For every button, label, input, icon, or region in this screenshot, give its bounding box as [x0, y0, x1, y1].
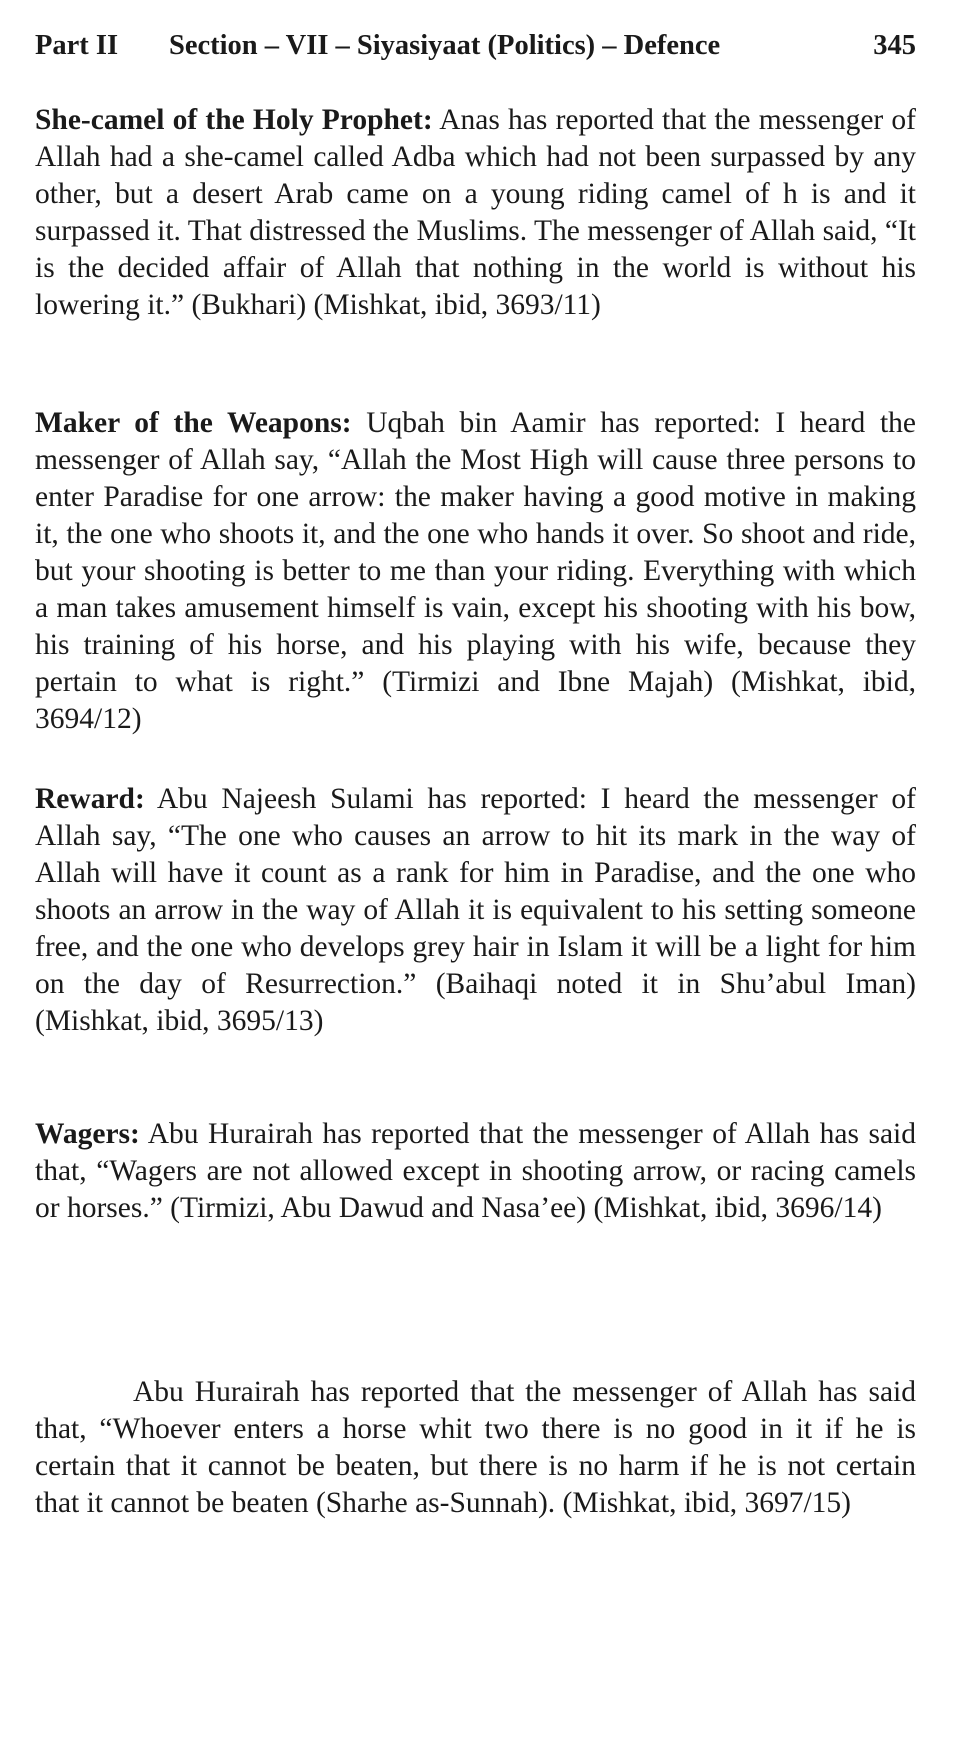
paragraph-horse-entry: [35, 1374, 916, 1522]
header-section-title: Section – VII – Siyasiyaat (Politics) – Defence: [169, 30, 721, 61]
paragraph-text: Abu Hurairah has reported that the messenger of Allah has said that, “Whoever enters a horse whit two there is no good in it if he is certain that it cannot be beaten, but there is no harm if he is not certain that it cannot be beaten (Sharhe as-Sunnah). (Mishkat, ibid, 3697/15): [35, 1376, 916, 1519]
running-header: [35, 26, 916, 66]
paragraph-heading: Wagers:: [35, 1118, 140, 1150]
paragraph-text: Uqbah bin Aamir has reported: I heard the messenger of Allah say, “Allah the Most High will cause three persons to enter Paradise for one arrow: the maker having a good motive in making it, the one who shoots it, and the one who hands it over. So shoot and ride, but your shooting is better to me than your riding. Everything with which a man takes amusement himself is vain, except his shooting with his bow, his training of his horse, and his playing with his wife, because they pertain to what is right.” (Tirmizi and Ibne Majah) (Mishkat, ibid, 3694/12): [35, 407, 916, 735]
paragraph-heading: Maker of the Weapons:: [35, 407, 352, 439]
page-number: 345: [873, 30, 916, 61]
paragraph-text: Abu Hurairah has reported that the messenger of Allah has said that, “Wagers are not allowed except in shooting arrow, or racing camels or horses.” (Tirmizi, Abu Dawud and Nasa’ee) (Mishkat, ibid, 3696/14): [35, 1118, 917, 1224]
paragraph-reward: [35, 781, 916, 1040]
paragraph-maker-of-weapons: [35, 405, 916, 738]
paragraph-text: Abu Najeesh Sulami has reported: I heard the messenger of Allah say, “The one who causes an arrow to hit its mark in the way of Allah will have it count as a rank for him in Paradise, and the one who shoots an arrow in the way of Allah it is equivalent to his setting someone free, and the one who develops grey hair in Islam it will be a light for him on the day of Resurrection.” (Baihaqi noted it in Shu’abul Iman) (Mishkat, ibid, 3695/13): [35, 783, 916, 1037]
paragraph-she-camel: [35, 102, 916, 324]
paragraph-heading: Reward:: [35, 783, 145, 815]
paragraph-heading: She-camel of the Holy Prophet:: [35, 104, 433, 136]
paragraph-text: Anas has reported that the messenger of Allah had a she-camel called Adba which had not been surpassed by any other, but a desert Arab came on a young riding camel of h is and it surpassed it. That distressed the Muslims. The messenger of Allah said, “It is the decided affair of Allah that nothing in the world is without his lowering it.” (Bukhari) (Mishkat, ibid, 3693/11): [35, 104, 917, 321]
header-part: Part II: [35, 30, 119, 61]
paragraph-wagers: [35, 1116, 916, 1227]
